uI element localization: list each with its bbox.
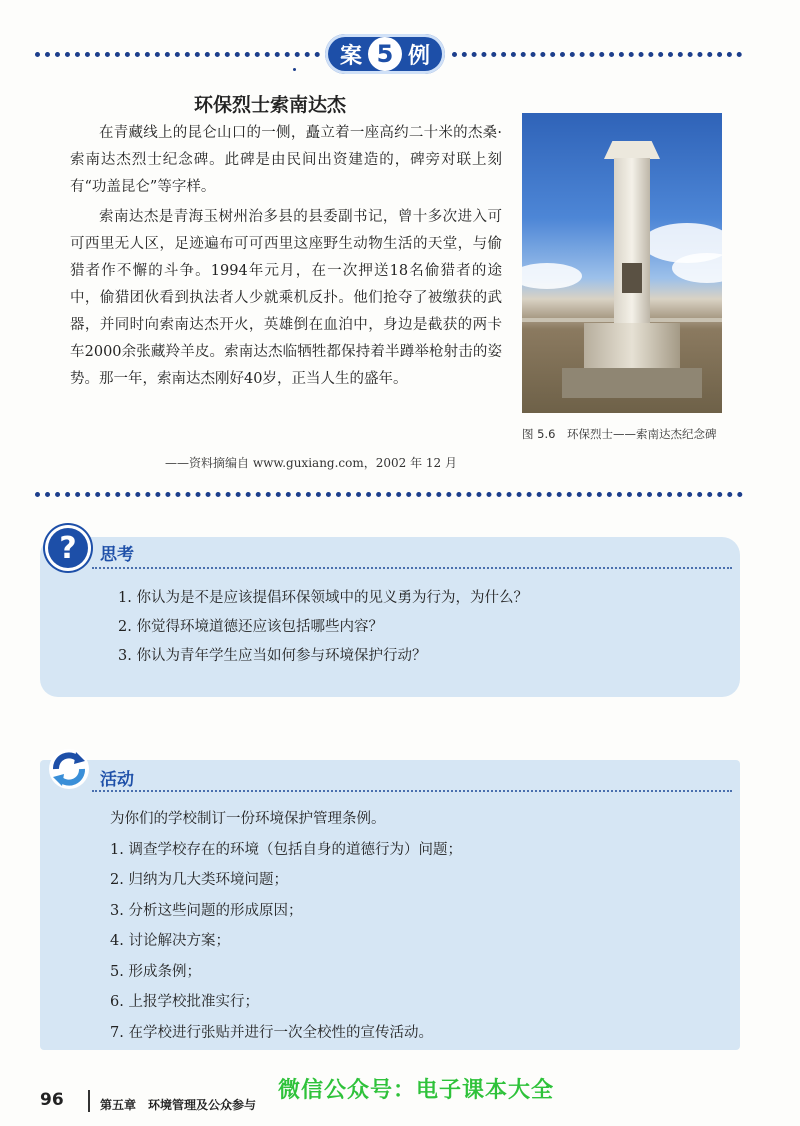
monument-plinth xyxy=(562,368,702,398)
case-bottom-divider xyxy=(35,492,743,497)
monument-plaque xyxy=(622,263,642,293)
think-item: 3. 你认为青年学生应当如何参与环境保护行动？ xyxy=(118,648,427,664)
monument-column xyxy=(614,158,650,333)
cloud-shape xyxy=(522,263,582,289)
case-paragraph-1: 在青藏线上的昆仑山口的一侧，矗立着一座高约二十米的杰桑·索南达杰烈士纪念碑。此碑是由民间出资建造的，碑旁对联上刻有“功盖昆仑”等字样。 xyxy=(70,125,502,195)
case-top-divider-left xyxy=(35,52,320,57)
activity-intro: 为你们的学校制订一份环境保护管理条例。 xyxy=(110,811,386,827)
case-badge xyxy=(325,34,445,74)
think-header: 思考 xyxy=(100,545,134,565)
activity-item: 1. 调查学校存在的环境（包括自身的道德行为）问题； xyxy=(110,841,462,858)
activity-item: 2. 归纳为几大类环境问题； xyxy=(110,872,288,888)
activity-item: 6. 上报学校批准实行； xyxy=(110,994,259,1010)
question-mark-icon: ? xyxy=(48,528,88,568)
activity-item: 4. 讨论解决方案； xyxy=(110,933,230,949)
monument-cap xyxy=(604,141,660,159)
activity-item: 3. 分析这些问题的形成原因； xyxy=(110,902,303,919)
photo-caption: 图 5.6 环保烈士——索南达杰纪念碑 xyxy=(522,427,717,441)
think-header-divider xyxy=(92,567,732,569)
watermark-text: 微信公众号：电子课本大全 xyxy=(278,1078,555,1103)
activity-header: 活动 xyxy=(100,770,134,790)
monument-photo xyxy=(522,113,722,413)
case-badge-left: 案 xyxy=(339,43,362,69)
think-item: 1. 你认为是不是应该提倡环保领域中的见义勇为行为，为什么？ xyxy=(118,590,528,606)
think-list xyxy=(118,584,528,671)
cloud-shape xyxy=(672,253,722,283)
activity-list xyxy=(110,804,462,1048)
decorative-dot xyxy=(293,68,296,71)
think-item: 2. 你觉得环境道德还应该包括哪些内容？ xyxy=(118,619,383,635)
case-badge-right: 例 xyxy=(408,43,431,69)
case-badge-number: 5 xyxy=(368,37,402,71)
footer-separator xyxy=(88,1090,90,1112)
activity-item: 7. 在学校进行张贴并进行一次全校性的宣传活动。 xyxy=(110,1024,433,1041)
case-top-divider-right xyxy=(452,52,742,57)
chapter-title: 第五章 环境管理及公众参与 xyxy=(100,1098,257,1112)
activity-item: 5. 形成条例； xyxy=(110,963,201,980)
page-number: 96 xyxy=(40,1090,64,1110)
case-title: 环保烈士索南达杰 xyxy=(193,94,346,116)
activity-header-divider xyxy=(92,790,732,792)
case-paragraph-2: 索南达杰是青海玉树州治多县的县委副书记，曾十多次进入可可西里无人区，足迹遍布可可西里这座野生动物生活的天堂，与偷猎者作不懈的斗争。1994年元月，在一次押送18名偷猎者的途中，偷猎团伙看到执法者人少就乘机反扑。他们抢夺了被缴获的武器，并同时向索南达杰开火，英雄倒在血泊中，身边是截获的两卡车2000余张藏羚羊皮。索南达杰临牺牲都保持着半蹲举枪射击的姿势。那一年，索南达杰刚好40岁，正当人生的盛年。 xyxy=(70,209,502,387)
cycle-arrows-icon xyxy=(48,748,90,790)
case-source: ——资料摘编自 www.guxiang.com，2002 年 12 月 xyxy=(165,456,457,470)
case-body xyxy=(70,120,502,393)
